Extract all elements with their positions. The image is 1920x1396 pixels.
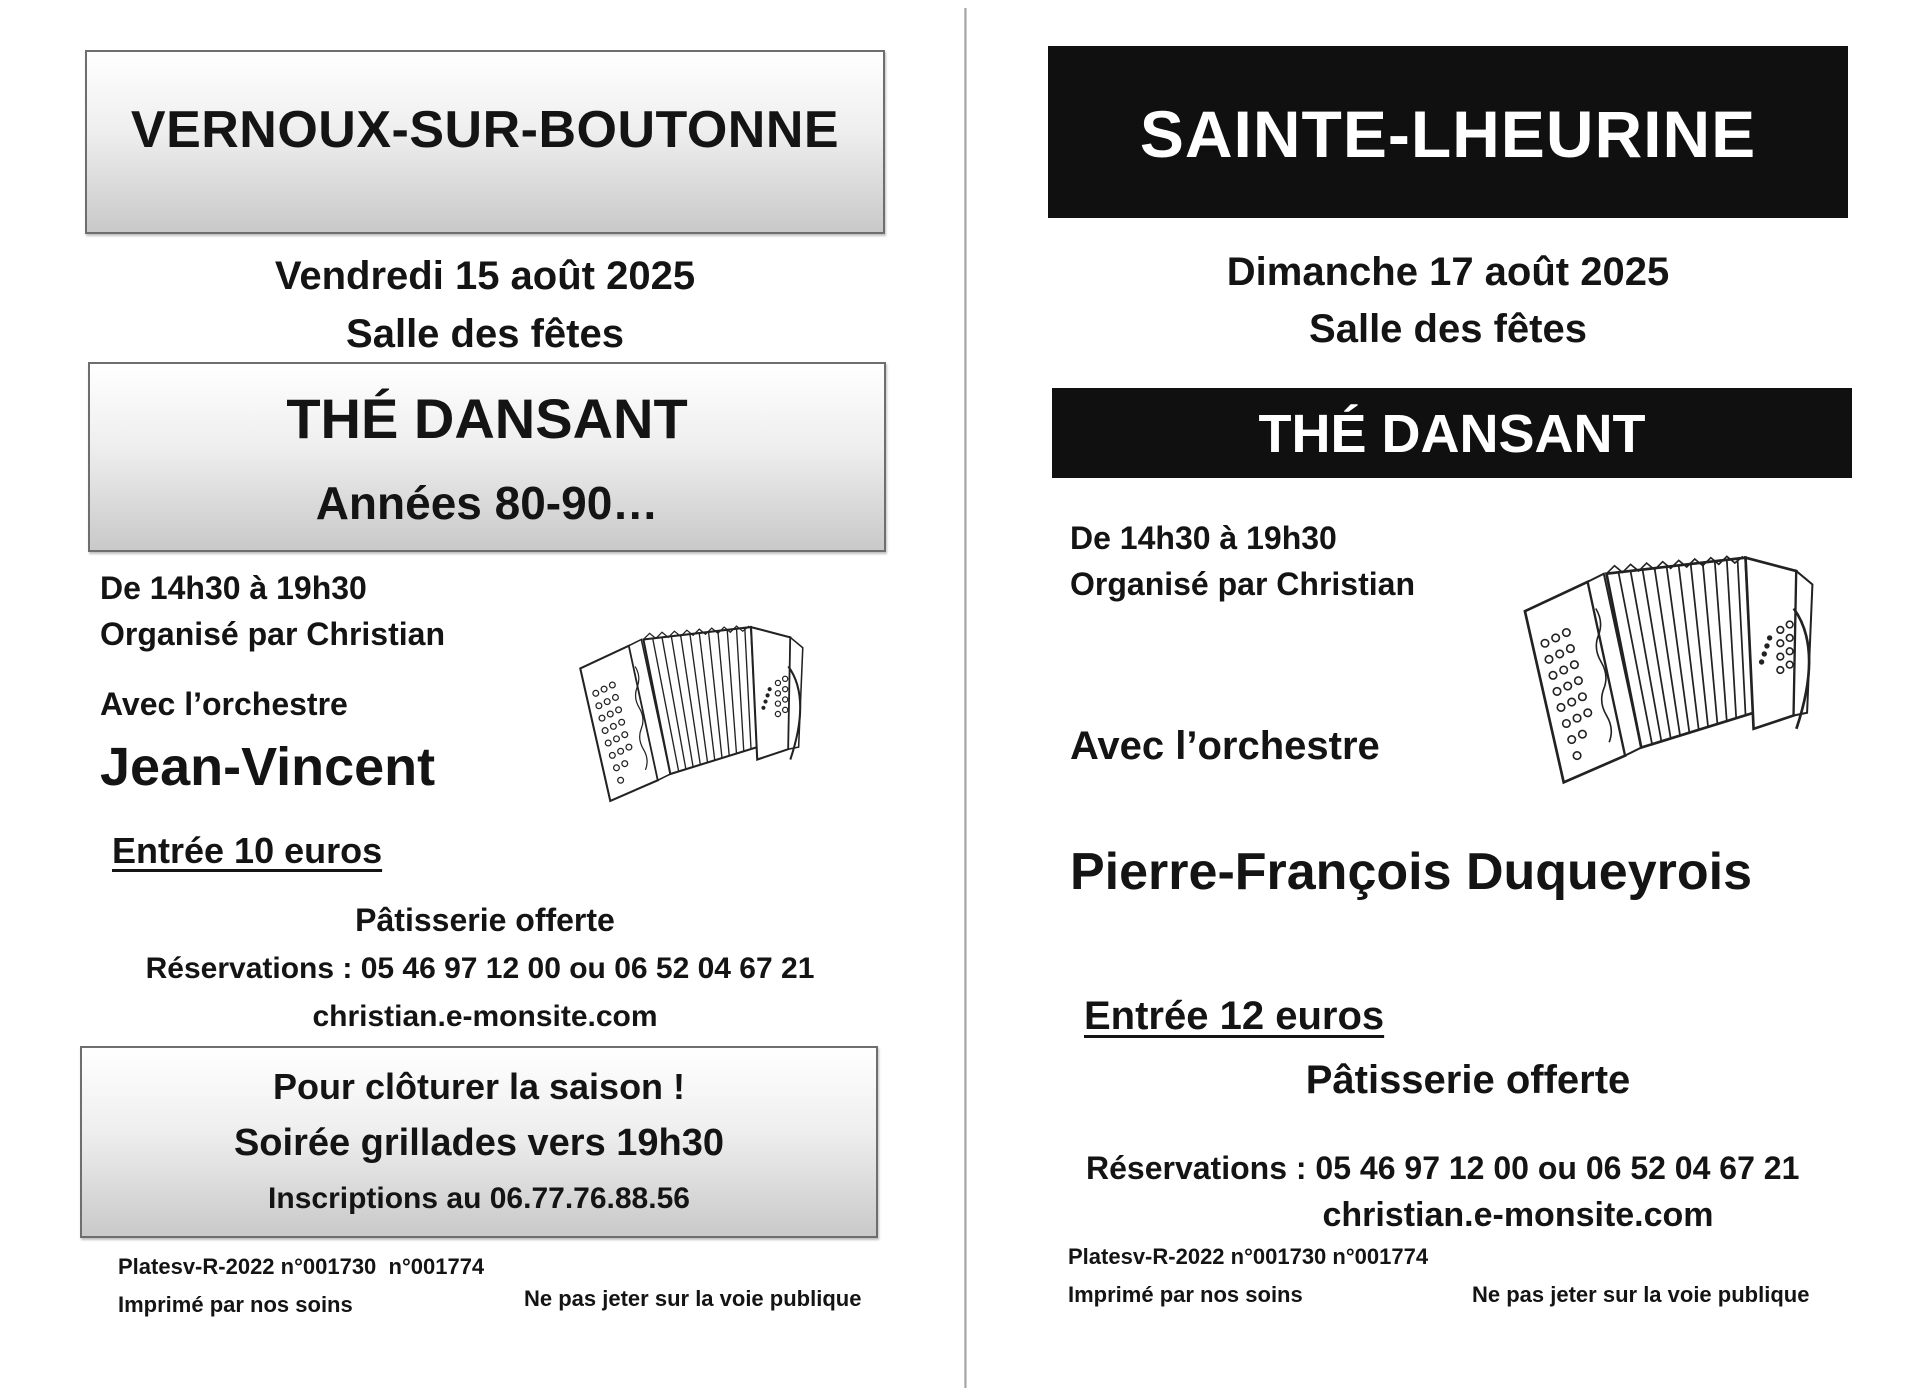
orchestra-name: Pierre-François Duqueyrois <box>1070 843 1752 901</box>
orchestra-intro: Avec l’orchestre <box>100 686 348 722</box>
town-banner <box>1048 46 1848 218</box>
website: christian.e-monsite.com <box>1322 1196 1714 1234</box>
event-date: Dimanche 17 août 2025 <box>1226 250 1670 294</box>
event-venue: Salle des fêtes <box>1309 307 1587 351</box>
event-organizer: Organisé par Christian <box>1070 566 1415 602</box>
event-organizer: Organisé par Christian <box>100 616 445 652</box>
reservations: Réservations : 05 46 97 12 00 ou 06 52 04 67 21 <box>1086 1150 1800 1186</box>
town-title: SAINTE-LHEURINE <box>1139 97 1757 171</box>
event-title: THÉ DANSANT <box>286 387 688 450</box>
reservations: Réservations : 05 46 97 12 00 ou 06 52 04 67 21 <box>145 952 815 985</box>
license-number: Platesv-R-2022 n°001730 n°001774 <box>118 1254 485 1279</box>
closing-line-1: Pour clôturer la saison ! <box>272 1066 686 1107</box>
litter-notice: Ne pas jeter sur la voie publique <box>1472 1282 1810 1307</box>
event-hours: De 14h30 à 19h30 <box>1070 520 1337 556</box>
event-banner <box>1052 388 1852 478</box>
closing-line-3: Inscriptions au 06.77.76.88.56 <box>268 1182 690 1215</box>
page-fold <box>964 8 967 1388</box>
closing-banner <box>80 1046 878 1238</box>
orchestra-intro: Avec l’orchestre <box>1070 724 1380 768</box>
pastry-offer: Pâtisserie offerte <box>355 902 615 938</box>
printed-note: Imprimé par nos soins <box>1068 1282 1303 1307</box>
event-banner <box>88 362 886 552</box>
entry-price: Entrée 12 euros <box>1084 994 1385 1038</box>
closing-line-2: Soirée grillades vers 19h30 <box>233 1122 725 1164</box>
litter-notice: Ne pas jeter sur la voie publique <box>524 1286 862 1311</box>
orchestra-name: Jean-Vincent <box>100 737 436 797</box>
event-title: THÉ DANSANT <box>1258 404 1646 464</box>
event-venue: Salle des fêtes <box>346 312 624 356</box>
event-theme: Années 80-90… <box>315 477 659 529</box>
flyer-sainte-lheurine <box>968 0 1920 1396</box>
website: christian.e-monsite.com <box>312 1000 658 1033</box>
license-number: Platesv-R-2022 n°001730 n°001774 <box>1068 1244 1429 1269</box>
event-hours: De 14h30 à 19h30 <box>100 570 367 606</box>
entry-price: Entrée 10 euros <box>112 830 383 871</box>
event-date: Vendredi 15 août 2025 <box>274 254 696 298</box>
town-banner <box>85 50 885 234</box>
accordion-icon <box>1518 555 1818 785</box>
accordion-icon <box>575 625 807 803</box>
pastry-offer: Pâtisserie offerte <box>1305 1058 1631 1102</box>
printed-note: Imprimé par nos soins <box>118 1292 353 1317</box>
town-title: VERNOUX-SUR-BOUTONNE <box>130 101 840 159</box>
